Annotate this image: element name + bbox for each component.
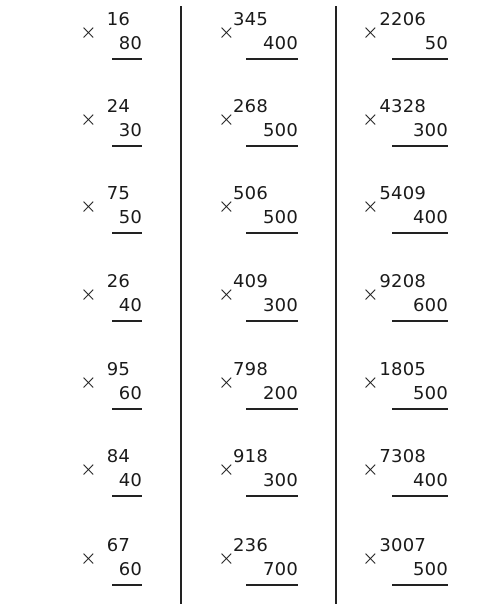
multiplication-problem xyxy=(80,97,142,167)
multiplier: 600 xyxy=(413,295,448,316)
multiplication-problem xyxy=(218,272,298,342)
times-sign: × xyxy=(218,282,235,306)
multiplicand: 67 xyxy=(106,535,130,556)
answer-line xyxy=(392,584,448,586)
multiplier: 300 xyxy=(263,470,298,491)
multiplicand: 75 xyxy=(106,183,130,204)
multiplier: 700 xyxy=(263,559,298,580)
multiplication-problem xyxy=(362,272,448,342)
multiplicand: 95 xyxy=(106,359,130,380)
multiplication-problem xyxy=(218,360,298,430)
multiplicand: 2206 xyxy=(379,9,426,30)
times-sign: × xyxy=(218,457,235,481)
answer-line xyxy=(246,232,298,234)
answer-line xyxy=(392,320,448,322)
multiplier: 40 xyxy=(118,470,142,491)
answer-line xyxy=(246,145,298,147)
multiplicand: 3007 xyxy=(379,535,426,556)
times-sign: × xyxy=(362,370,379,394)
multiplication-problem xyxy=(218,184,298,254)
times-sign: × xyxy=(362,107,379,131)
multiplier: 50 xyxy=(424,33,448,54)
answer-line xyxy=(112,58,142,60)
answer-line xyxy=(392,145,448,147)
multiplier: 500 xyxy=(413,383,448,404)
times-sign: × xyxy=(218,194,235,218)
multiplication-problem xyxy=(218,447,298,517)
multiplication-problem xyxy=(80,447,142,517)
times-sign: × xyxy=(80,457,97,481)
multiplicand: 24 xyxy=(106,96,130,117)
times-sign: × xyxy=(218,370,235,394)
multiplicand: 798 xyxy=(233,359,268,380)
multiplicand: 7308 xyxy=(379,446,426,467)
answer-line xyxy=(246,320,298,322)
answer-line xyxy=(392,232,448,234)
multiplier: 40 xyxy=(118,295,142,316)
multiplicand: 9208 xyxy=(379,271,426,292)
multiplier: 80 xyxy=(118,33,142,54)
multiplier: 500 xyxy=(413,559,448,580)
multiplicand: 268 xyxy=(233,96,268,117)
times-sign: × xyxy=(362,546,379,570)
times-sign: × xyxy=(80,282,97,306)
multiplier: 400 xyxy=(263,33,298,54)
answer-line xyxy=(246,495,298,497)
column-divider-left xyxy=(180,6,182,604)
multiplication-problem xyxy=(80,272,142,342)
answer-line xyxy=(246,58,298,60)
times-sign: × xyxy=(218,107,235,131)
multiplication-problem xyxy=(362,184,448,254)
multiplicand: 84 xyxy=(106,446,130,467)
answer-line xyxy=(246,584,298,586)
multiplication-problem xyxy=(80,360,142,430)
times-sign: × xyxy=(80,546,97,570)
answer-line xyxy=(392,408,448,410)
times-sign: × xyxy=(80,20,97,44)
multiplication-problem xyxy=(80,536,142,606)
multiplication-problem xyxy=(218,10,298,80)
multiplicand: 918 xyxy=(233,446,268,467)
multiplicand: 16 xyxy=(106,9,130,30)
multiplicand: 409 xyxy=(233,271,268,292)
multiplicand: 26 xyxy=(106,271,130,292)
multiplier: 30 xyxy=(118,120,142,141)
times-sign: × xyxy=(218,20,235,44)
multiplier: 60 xyxy=(118,559,142,580)
multiplier: 500 xyxy=(263,207,298,228)
multiplier: 400 xyxy=(413,470,448,491)
multiplier: 500 xyxy=(263,120,298,141)
answer-line xyxy=(392,495,448,497)
multiplication-problem xyxy=(362,97,448,167)
multiplication-problem xyxy=(218,97,298,167)
times-sign: × xyxy=(362,194,379,218)
multiplicand: 5409 xyxy=(379,183,426,204)
multiplicand: 4328 xyxy=(379,96,426,117)
multiplication-problem xyxy=(218,536,298,606)
answer-line xyxy=(246,408,298,410)
times-sign: × xyxy=(218,546,235,570)
answer-line xyxy=(112,495,142,497)
multiplication-problem xyxy=(362,10,448,80)
multiplier: 60 xyxy=(118,383,142,404)
multiplier: 300 xyxy=(263,295,298,316)
multiplicand: 236 xyxy=(233,535,268,556)
answer-line xyxy=(112,145,142,147)
answer-line xyxy=(112,320,142,322)
multiplication-problem xyxy=(362,536,448,606)
multiplier: 400 xyxy=(413,207,448,228)
multiplier: 200 xyxy=(263,383,298,404)
multiplier: 50 xyxy=(118,207,142,228)
multiplication-problem xyxy=(80,184,142,254)
multiplication-problem xyxy=(362,360,448,430)
times-sign: × xyxy=(362,20,379,44)
answer-line xyxy=(392,58,448,60)
multiplicand: 506 xyxy=(233,183,268,204)
multiplication-problem xyxy=(80,10,142,80)
times-sign: × xyxy=(80,194,97,218)
multiplication-problem xyxy=(362,447,448,517)
answer-line xyxy=(112,408,142,410)
times-sign: × xyxy=(80,370,97,394)
column-divider-right xyxy=(335,6,337,604)
answer-line xyxy=(112,584,142,586)
times-sign: × xyxy=(80,107,97,131)
multiplicand: 345 xyxy=(233,9,268,30)
multiplicand: 1805 xyxy=(379,359,426,380)
times-sign: × xyxy=(362,282,379,306)
answer-line xyxy=(112,232,142,234)
times-sign: × xyxy=(362,457,379,481)
multiplier: 300 xyxy=(413,120,448,141)
